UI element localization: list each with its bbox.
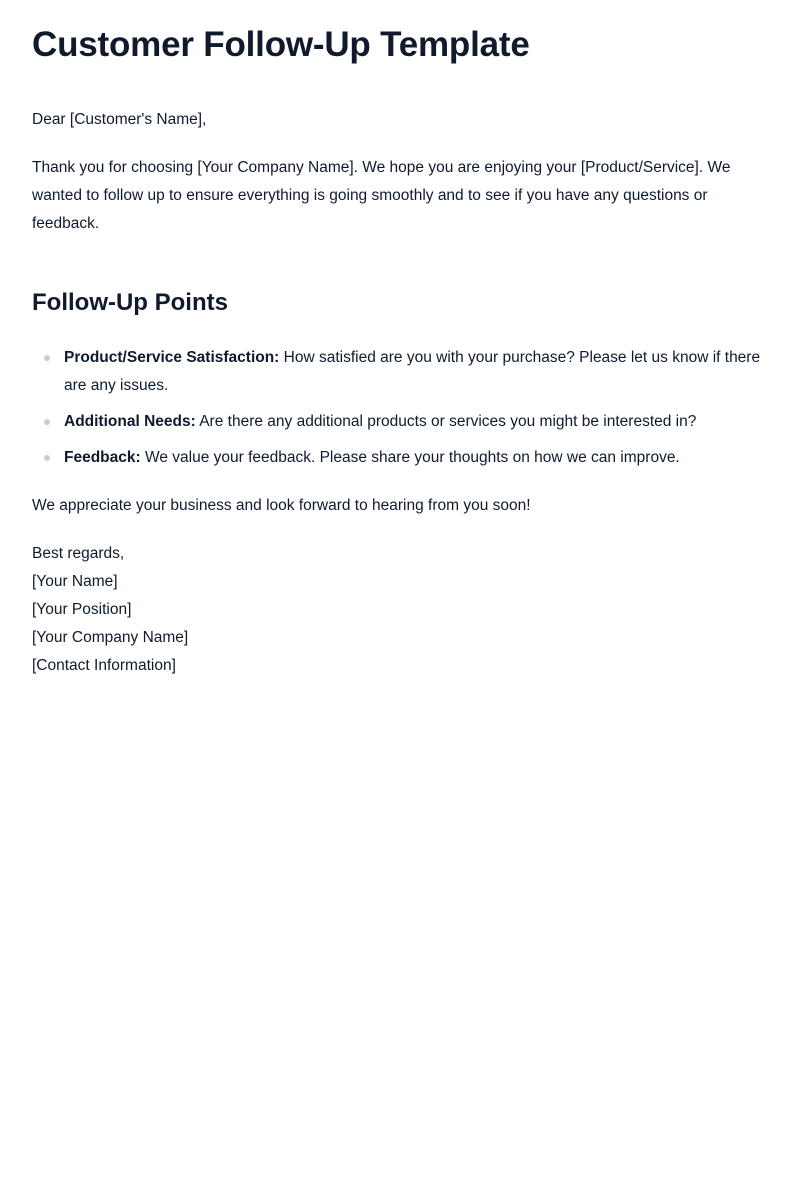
signature-name: [Your Name] bbox=[32, 573, 118, 590]
closing-paragraph: We appreciate your business and look forward to hearing from you soon! bbox=[32, 497, 531, 514]
signature-contact: [Contact Information] bbox=[32, 657, 176, 674]
intro-paragraph: Thank you for choosing [Your Company Name]. We hope you are enjoying your [Product/Service]. We wanted to follow up to ensure everything is going smoothly and to see if you have any questions or feedback. bbox=[32, 159, 731, 232]
page-title: Customer Follow-Up Template bbox=[32, 25, 530, 64]
point-label: Product/Service Satisfaction: bbox=[64, 349, 280, 366]
list-item bbox=[64, 344, 768, 400]
point-label: Additional Needs: bbox=[64, 413, 196, 430]
signature-company: [Your Company Name] bbox=[32, 629, 189, 646]
point-label: Feedback: bbox=[64, 449, 141, 466]
greeting-line: Dear [Customer's Name], bbox=[32, 111, 207, 128]
signature-block bbox=[32, 540, 768, 680]
point-text: We value your feedback. Please share your thoughts on how we can improve. bbox=[140, 449, 680, 466]
point-text: How satisfied are you with your purchase? Please let us know if there are any issues. bbox=[64, 349, 761, 394]
sign-off: Best regards, bbox=[32, 545, 125, 562]
list-item bbox=[64, 444, 768, 472]
follow-up-points-list bbox=[32, 344, 768, 472]
list-item bbox=[64, 408, 768, 436]
point-text: Are there any additional products or services you might be interested in? bbox=[195, 413, 697, 430]
section-heading: Follow-Up Points bbox=[32, 289, 228, 316]
signature-position: [Your Position] bbox=[32, 601, 132, 618]
